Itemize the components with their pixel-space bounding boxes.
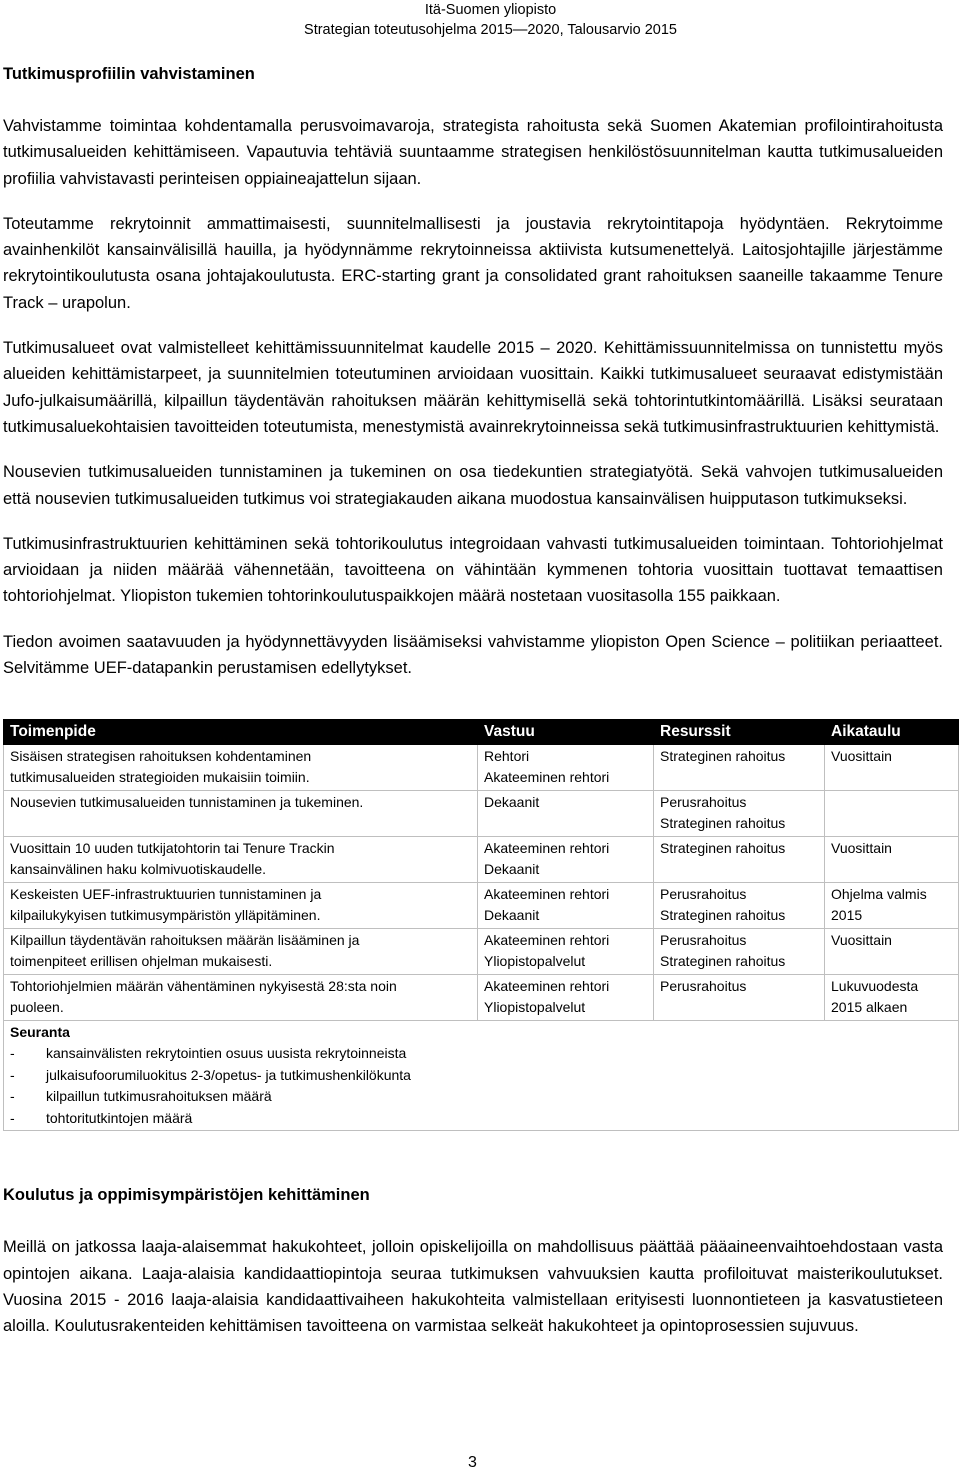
section-title-research-profile: Tutkimusprofiilin vahvistaminen: [3, 65, 255, 83]
page-content: [3, 62, 943, 1340]
list-item: - tohtoritutkintojen määrä: [10, 1109, 193, 1126]
cell-vastuu: Dekaanit: [478, 790, 654, 836]
cell-toimenpide: Keskeisten UEF-infrastruktuurien tunnistaminen ja kilpailukykyisen tutkimusympäristön ylläpitäminen.: [4, 882, 478, 928]
column-header-aikataulu: Aikataulu: [825, 720, 959, 745]
seuranta-title: Seuranta: [10, 1023, 70, 1040]
cell-toimenpide: Sisäisen strategisen rahoituksen kohdentaminen tutkimusalueiden strategioiden mukaisiin toimiin.: [4, 744, 478, 790]
page-header: [304, 0, 677, 40]
cell-resurssit: Perusrahoitus Strateginen rahoitus: [654, 882, 825, 928]
seuranta-cell: [4, 1020, 959, 1131]
column-header-vastuu: Vastuu: [478, 720, 654, 745]
cell-aikataulu: Vuosittain: [825, 928, 959, 974]
cell-toimenpide: Vuosittain 10 uuden tutkijatohtorin tai Tenure Trackin kansainvälinen haku kolmivuotiskaudelle.: [4, 836, 478, 882]
paragraph: Meillä on jatkossa laaja-alaisemmat hakukohteet, jolloin opiskelijoilla on mahdollisuus päättää pääaineenvaihtoehdostaan vasta opintojen aikana. Laaja-alaisia kandidaattiopintoja seuraa tutkimuksen vahvuuksien kautta profiloituvat maisterikoulutukset. Vuosina 2015 - 2016 laaja-alaisia kandidaattivaiheen hakukohteita valmistellaan erityisesti luonnontieteen ja kasvatustieteen aloilla. Koulutusrakenteiden kehittämisen tavoitteena on varmistaa selkeät hakukohteet ja opintoprosessien sujuvuus.: [3, 1238, 943, 1336]
column-header-toimenpide: Toimenpide: [4, 720, 478, 745]
list-item: - kansainvälisten rekrytointien osuus uusista rekrytoinneista: [10, 1045, 407, 1062]
cell-vastuu: Rehtori Akateeminen rehtori: [478, 744, 654, 790]
seuranta-row: [4, 1020, 959, 1131]
cell-aikataulu: Ohjelma valmis 2015: [825, 882, 959, 928]
action-plan-table: [3, 719, 959, 1131]
cell-toimenpide: Tohtoriohjelmien määrän vähentäminen nykyisestä 28:sta noin puoleen.: [4, 974, 478, 1020]
cell-resurssit: Strateginen rahoitus: [654, 836, 825, 882]
cell-resurssit: Perusrahoitus: [654, 974, 825, 1020]
column-header-resurssit: Resurssit: [654, 720, 825, 745]
paragraph: Vahvistamme toimintaa kohdentamalla perusvoimavaroja, strategista rahoitusta sekä Suomen Akatemian profilointirahoitusta tutkimusalueiden kehittämiseen. Vapautuvia tehtäviä suuntaamme strategisen henkilöstösuunnitelman kautta tutkimusalueiden profiilia vahvistavasti perinteisen oppiaineajattelun sijaan.: [3, 117, 943, 188]
header-institution: Itä-Suomen yliopisto: [424, 2, 557, 18]
cell-aikataulu: Lukuvuodesta 2015 alkaen: [825, 974, 959, 1020]
header-document-title: Strategian toteutusohjelma 2015—2020, Talousarvio 2015: [304, 22, 677, 38]
table-row: [4, 882, 959, 928]
cell-toimenpide: Kilpaillun täydentävän rahoituksen määrän lisääminen ja toimenpiteet erillisen ohjelman mukaisesti.: [4, 928, 478, 974]
cell-aikataulu: Vuosittain: [825, 744, 959, 790]
section-education: [3, 1183, 943, 1339]
table-header-row: [4, 720, 959, 745]
section-title-education: Koulutus ja oppimisympäristöjen kehittäminen: [3, 1186, 370, 1205]
paragraph: Tutkimusalueet ovat valmistelleet kehittämissuunnitelmat kaudelle 2015 – 2020. Kehittämissuunnitelmissa on tunnistettu myös alueiden kehittämistarpeet, ja suunnitelmien toteutuminen arvioidaan vuosittain. Kaikki tutkimusalueet seuraavat edistymistään Jufo-julkaisumäärillä, kilpaillun täydentävän rahoituksen määrän kehittymisellä sekä tohtorintutkintomäärillä. Lisäksi seurataan tutkimusaluekohtaisien tavoitteiden toteutumista, menestymistä avainrekrytoinneissa sekä tutkimusinfrastruktuurien kehittymistä.: [3, 339, 943, 436]
table-row: [4, 974, 959, 1020]
cell-vastuu: Akateeminen rehtori Yliopistopalvelut: [478, 974, 654, 1020]
paragraph: Tutkimusinfrastruktuurien kehittäminen sekä tohtorikoulutus integroidaan vahvasti tutkimusalueiden toimintaan. Tohtoriohjelmat arvioidaan ja niiden määrää vähennetään, tavoitteena on vähintään kymmenen tohtoria vuosittain tuottavat temaattisen tohtoriohjelmat. Yliopiston tukemien tohtorinkoulutuspaikkojen määrä nostetaan vuositasolla 155 paikkaan.: [3, 534, 943, 606]
cell-vastuu: Akateeminen rehtori Dekaanit: [478, 882, 654, 928]
cell-resurssit: Perusrahoitus Strateginen rahoitus: [654, 928, 825, 974]
cell-resurssit: Strateginen rahoitus: [654, 744, 825, 790]
paragraph: Tiedon avoimen saatavuuden ja hyödynnettävyyden lisäämiseksi vahvistamme yliopiston Open Science – politiikan periaatteet. Selvitämme UEF-datapankin perustamisen edellytykset.: [3, 632, 943, 678]
cell-vastuu: Akateeminen rehtori Dekaanit: [478, 836, 654, 882]
cell-vastuu: Akateeminen rehtori Yliopistopalvelut: [478, 928, 654, 974]
page-number: 3: [468, 1454, 477, 1471]
list-item: - kilpaillun tutkimusrahoituksen määrä: [10, 1088, 272, 1105]
table-row: [4, 744, 959, 790]
table-row: [4, 928, 959, 974]
list-item: - julkaisufoorumiluokitus 2-3/opetus- ja tutkimushenkilökunta: [10, 1066, 411, 1083]
cell-toimenpide: Nousevien tutkimusalueiden tunnistaminen ja tukeminen.: [4, 790, 478, 836]
table-row: [4, 790, 959, 836]
paragraph: Nousevien tutkimusalueiden tunnistaminen ja tukeminen on osa tiedekuntien strategiatyötä. Sekä vahvojen tutkimusalueiden että nousevien tutkimusalueiden tutkimus voi strategiakauden aikana muodostua kansainvälisen huipputason tutkimukseksi.: [3, 463, 943, 508]
table-row: [4, 836, 959, 882]
cell-aikataulu: Vuosittain: [825, 836, 959, 882]
cell-aikataulu: [825, 790, 959, 836]
paragraph: Toteutamme rekrytoinnit ammattimaisesti, suunnitelmallisesti ja joustavia rekrytointitapoja hyödyntäen. Rekrytoimme avainhenkilöt kansainvälisillä hauilla, ja hyödynnämme rekrytoinneissa aktiivista kutsumenettelyä. Laitosjohtajille järjestämme rekrytointikoulutusta osana johtajakoulutusta. ERC-starting grant ja consolidated grant rahoituksen saaneille takaamme Tenure Track – urapolun.: [3, 214, 943, 312]
cell-resurssit: Perusrahoitus Strateginen rahoitus: [654, 790, 825, 836]
